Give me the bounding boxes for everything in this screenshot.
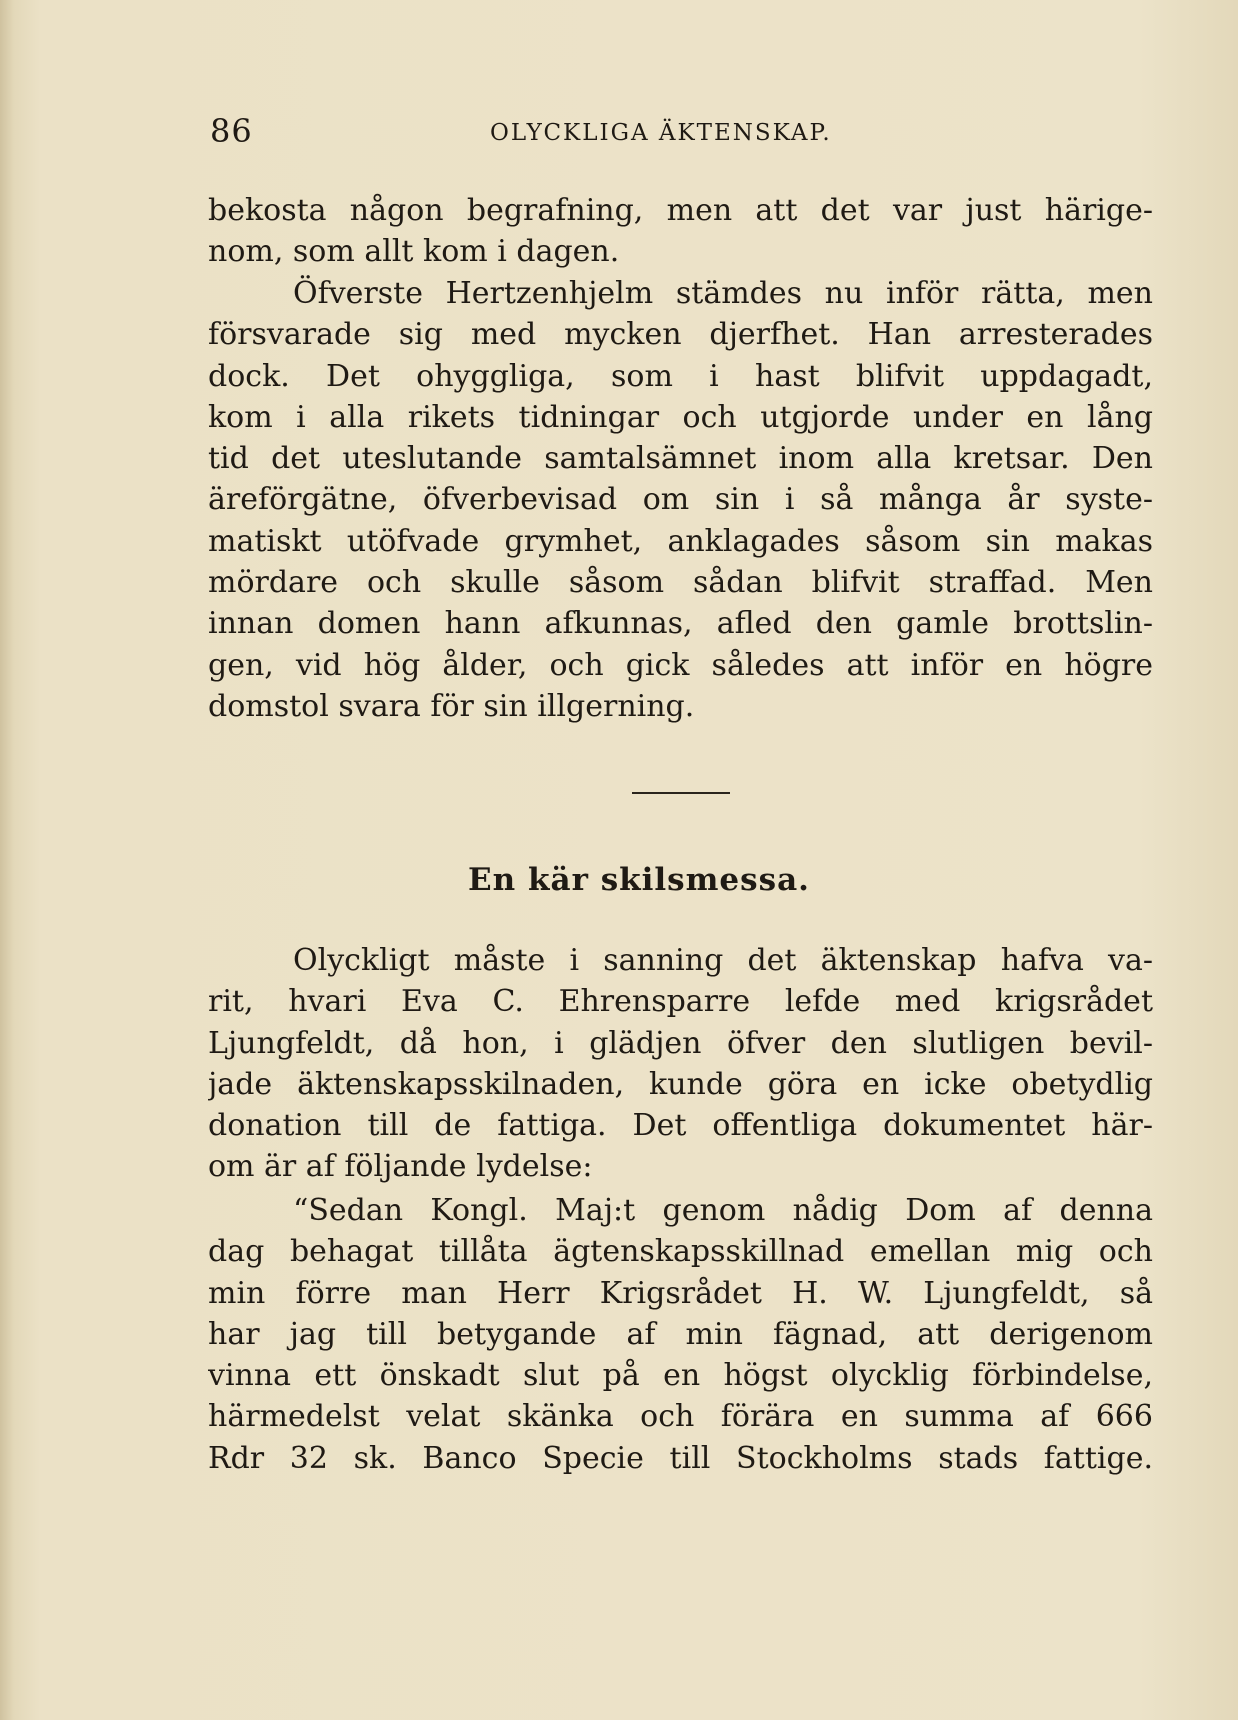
- text-line: min förre man Herr Krigsrådet H. W. Ljungfeldt, så: [208, 1275, 1153, 1311]
- text-line: härmedelst velat skänka och förära en summa af 666: [208, 1399, 1153, 1435]
- section-paragraph-2: [208, 1190, 1153, 1479]
- text-line: försvarade sig med mycken djerfhet. Han arresterades: [208, 317, 1153, 353]
- text-line: matiskt utöfvade grymhet, anklagades såsom sin makas: [208, 523, 1153, 559]
- text-line: innan domen hann afkunnas, afled den gamle brottslin-: [208, 606, 1153, 642]
- text-line: “Sedan Kongl. Maj:t genom nådig Dom af denna: [293, 1193, 1153, 1228]
- section-title: En kär skilsmessa.: [468, 862, 810, 898]
- paragraph-1: [208, 190, 1153, 273]
- text-line: dock. Det ohyggliga, som i hast blifvit uppdagadt,: [208, 358, 1153, 394]
- text-line: Ljungfeldt, då hon, i glädjen öfver den slutligen bevil-: [208, 1025, 1153, 1061]
- section-paragraph-1: [208, 940, 1153, 1188]
- text-line: domstol svara för sin illgerning.: [208, 688, 695, 724]
- text-line: Olyckligt måste i sanning det äktenskap hafva va-: [293, 943, 1153, 978]
- text-line: Rdr 32 sk. Banco Specie till Stockholms stads fattige.: [208, 1440, 1153, 1476]
- text-line: donation till de fattiga. Det offentliga dokumentet här-: [208, 1108, 1153, 1144]
- text-line: tid det uteslutande samtalsämnet inom alla kretsar. Den: [208, 441, 1153, 477]
- text-line: mördare och skulle såsom sådan blifvit straffad. Men: [208, 565, 1153, 601]
- text-line: rit, hvari Eva C. Ehrensparre lefde med krigsrådet: [208, 984, 1153, 1020]
- text-line: jade äktenskapsskilnaden, kunde göra en icke obetydlig: [208, 1066, 1153, 1102]
- section-divider: [632, 792, 730, 794]
- text-line: kom i alla rikets tidningar och utgjorde under en lång: [208, 399, 1153, 435]
- page-number: 86: [210, 112, 253, 150]
- text-line: Öfverste Hertzenhjelm stämdes nu inför rätta, men: [293, 276, 1153, 311]
- running-head: OLYCKLIGA ÄKTENSKAP.: [490, 120, 832, 146]
- text-line: vinna ett önskadt slut på en högst olycklig förbindelse,: [208, 1358, 1153, 1394]
- paragraph-2: [208, 273, 1153, 727]
- text-line: bekosta någon begrafning, men att det var just härige-: [208, 193, 1153, 228]
- text-line: dag behagat tillåta ägtenskapsskillnad emellan mig och: [208, 1234, 1153, 1270]
- page-header: [210, 112, 1160, 152]
- text-line: har jag till betygande af min fägnad, att derigenom: [208, 1316, 1153, 1352]
- text-line: nom, som allt kom i dagen.: [208, 234, 620, 270]
- text-line: äreförgätne, öfverbevisad om sin i så många år syste-: [208, 482, 1153, 518]
- text-line: gen, vid hög ålder, och gick således att inför en högre: [208, 647, 1153, 683]
- text-line: om är af följande lydelse:: [208, 1149, 593, 1185]
